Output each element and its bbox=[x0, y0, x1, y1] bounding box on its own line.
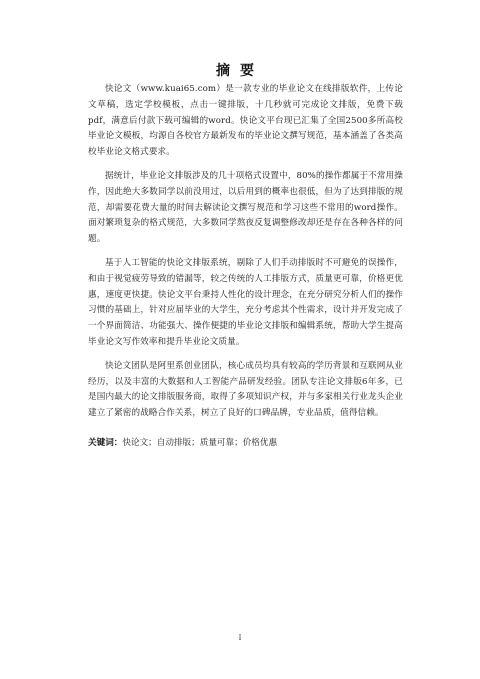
abstract-paragraph-2: 据统计，毕业论文排版涉及的几十项格式设置中，80%的操作都属于不常用操作，因此绝大多数同学以前没用过，以后用到的概率也很低，但为了达到排版的规范，却需要花费大量的时间去解读论文撰写规范和学习这些不常用的word操作。面对繁琐复杂的格式规范，大多数同学熬夜反复调整修改却还是存在各种各样的问题。 bbox=[88, 170, 403, 245]
abstract-body bbox=[88, 82, 403, 451]
page-number: I bbox=[238, 634, 242, 642]
abstract-paragraph-1: 快论文（www.kuai65.com）是一款专业的毕业论文在线排版软件，上传论文草稿，选定学校模板，点击一键排版，十几秒就可完成论文排版，免费下载pdf，满意后付款下载可编辑的word。快论文平台现已汇集了全国2500多所高校毕业论文模板，均源自各校官方最新发布的毕业论文撰写规范，基本涵盖了各类高校毕业论文格式要求。 bbox=[88, 84, 403, 158]
abstract-paragraph-4: 快论文团队是阿里系创业团队，核心成员均具有较高的学历背景和互联网从业经历，以及丰富的大数据和人工智能产品研发经验。团队专注论文排版6年多，已是国内最大的论文排版服务商，取得了多项知识产权，并与多家相关行业龙头企业建立了紧密的战略合作关系，树立了良好的口碑品牌，专业品质，值得信赖。 bbox=[88, 360, 403, 419]
keywords-line bbox=[88, 436, 403, 451]
keywords-text: 快论文；自动排版；质量可靠；价格优惠 bbox=[122, 437, 278, 448]
page-title: 摘要 bbox=[216, 63, 264, 79]
abstract-paragraph-3: 基于人工智能的快论文排版系统，剔除了人们手动排版时不可避免的误操作，和由于视觉疲劳导致的错漏等，较之传统的人工排版方式，质量更可靠，价格更优惠，速度更快捷。快论文平台秉持人性化的设计理念，在充分研究分析人们的操作习惯的基础上，针对应届毕业的大学生，充分考虑其个性需求，设计并开发完成了一个界面简洁、功能强大、操作便捷的毕业论文排版和编辑系统，帮助大学生提高毕业论文写作效率和提升毕业论文质量。 bbox=[88, 257, 403, 347]
keywords-label: 关键词： bbox=[88, 437, 123, 448]
